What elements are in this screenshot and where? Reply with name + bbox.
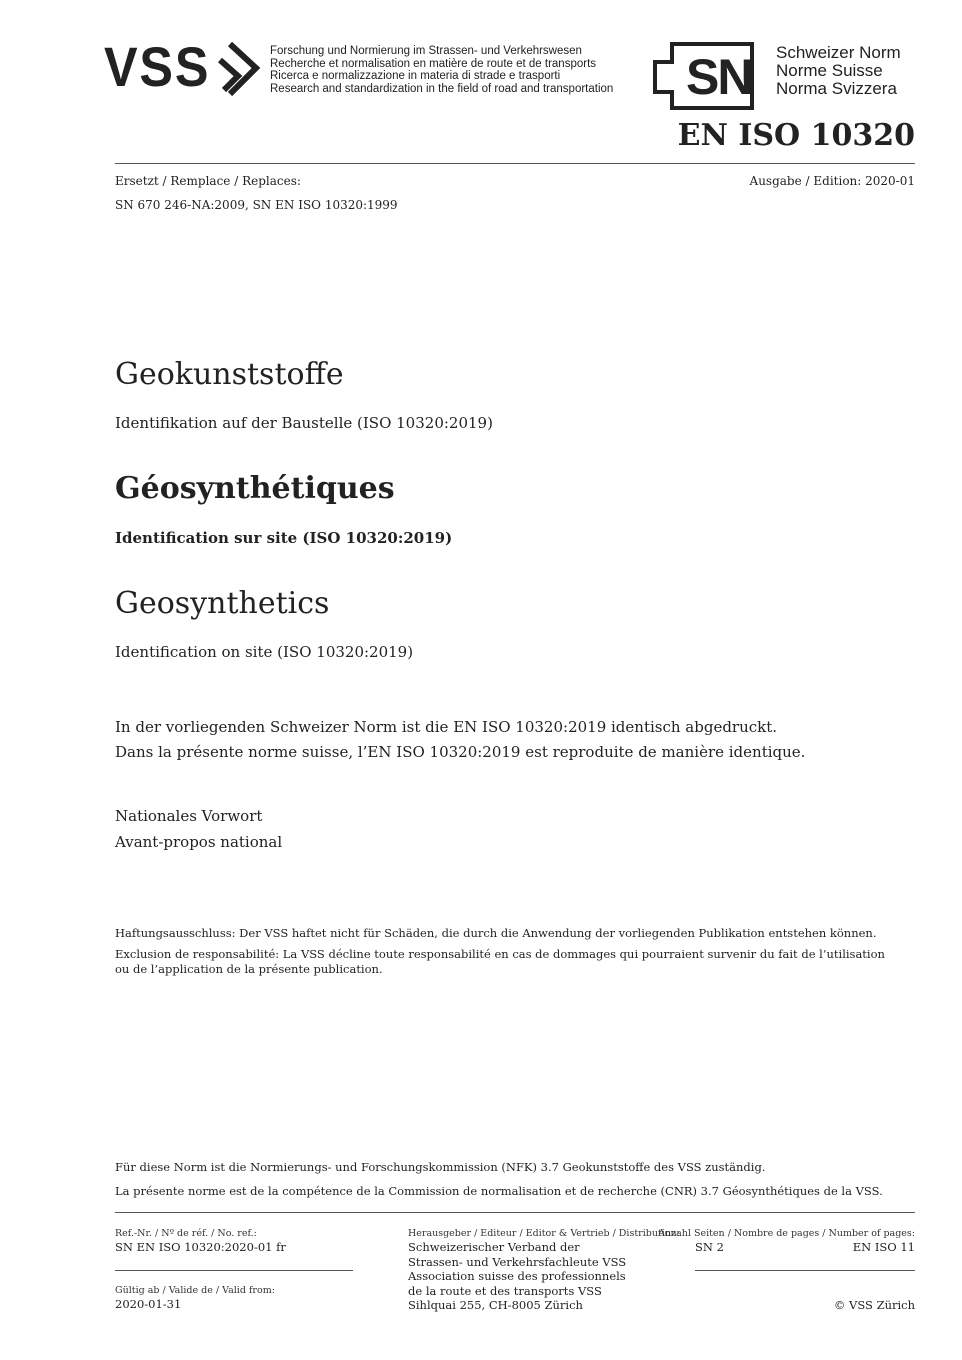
commission-de: Für diese Norm ist die Normierungs- und Forschungskommission (NFK) 3.7 Geokunststoffe des VSS zuständig. <box>115 1160 766 1174</box>
replaces-value: SN 670 246-NA:2009, SN EN ISO 10320:1999 <box>115 198 398 212</box>
publisher-line: Sihlquai 255, CH-8005 Zürich <box>408 1298 583 1312</box>
statement-de: In der vorliegenden Schweizer Norm ist die EN ISO 10320:2019 identisch abgedruckt. <box>115 718 778 736</box>
subtitle-en: Identification on site (ISO 10320:2019) <box>115 643 414 661</box>
pages-divider <box>695 1270 915 1271</box>
title-fr: Géosynthétiques <box>115 471 395 506</box>
sn-names <box>776 44 901 98</box>
publisher-line: de la route et des transports VSS <box>408 1283 602 1298</box>
valid-label: Gültig ab / Valide de / Valid from: <box>115 1285 275 1296</box>
pages-label: Anzahl Seiten / Nombre de pages / Number of pages: <box>658 1228 915 1239</box>
standard-number: EN ISO 10320 <box>677 118 915 153</box>
edition: Ausgabe / Edition: 2020-01 <box>749 174 915 188</box>
vss-line-it: Ricerca e normalizzazione in materia di strade e trasporti <box>270 70 561 82</box>
sn-logo <box>652 42 764 110</box>
commission-fr: La présente norme est de la compétence de la Commission de normalisation et de recherche (CNR) 3.7 Géosynthétiques de la VSS. <box>115 1184 883 1198</box>
publisher-address <box>408 1240 626 1313</box>
vss-logo-text: VSS <box>104 35 211 98</box>
disclaimer-fr-1: Exclusion de responsabilité: La VSS décline toute responsabilité en cas de dommages qui pourraient survenir du fait de l’utilisation <box>115 947 885 961</box>
vss-description <box>270 45 613 95</box>
publisher-line: Strassen- und Verkehrsfachleute VSS <box>408 1254 627 1269</box>
title-en: Geosynthetics <box>115 586 330 621</box>
title-de: Geokunststoffe <box>115 357 344 392</box>
subtitle-de: Identifikation auf der Baustelle (ISO 10320:2019) <box>115 414 493 432</box>
foreword-de: Nationales Vorwort <box>115 807 263 825</box>
pages-sn: SN 2 <box>695 1240 724 1254</box>
vss-chevron-icon <box>216 40 266 100</box>
sn-line-de: Schweizer Norm <box>776 43 901 62</box>
publisher-label: Herausgeber / Editeur / Editor & Vertrieb / Distribution: <box>408 1228 680 1239</box>
publisher-line: Association suisse des professionnels <box>408 1269 626 1283</box>
header-divider <box>115 163 915 164</box>
footer-divider <box>115 1212 915 1213</box>
statement-fr: Dans la présente norme suisse, l’EN ISO 10320:2019 est reproduite de manière identique. <box>115 743 806 761</box>
pages-en: EN ISO 11 <box>852 1240 915 1254</box>
replaces-label: Ersetzt / Remplace / Replaces: <box>115 174 301 188</box>
subtitle-fr: Identification sur site (ISO 10320:2019) <box>115 529 453 547</box>
publisher-line: Schweizerischer Verband der <box>408 1240 580 1254</box>
ref-divider <box>115 1270 353 1271</box>
disclaimer-fr-2: ou de l’application de la présente publication. <box>115 962 383 976</box>
copyright: © VSS Zürich <box>833 1298 915 1312</box>
sn-line-it: Norma Svizzera <box>776 79 897 98</box>
sn-logo-text: SN <box>686 49 752 105</box>
ref-value: SN EN ISO 10320:2020-01 fr <box>115 1240 286 1254</box>
disclaimer-de: Haftungsausschluss: Der VSS haftet nicht für Schäden, die durch die Anwendung der vorliegenden Publikation entstehen können. <box>115 926 877 940</box>
valid-value: 2020-01-31 <box>115 1297 182 1311</box>
ref-label: Ref.-Nr. / Nº de réf. / No. ref.: <box>115 1228 257 1239</box>
vss-line-fr: Recherche et normalisation en matière de route et de transports <box>270 57 597 70</box>
vss-line-en: Research and standardization in the field of road and transportation <box>270 82 614 95</box>
foreword-fr: Avant-propos national <box>115 833 283 851</box>
vss-logo <box>104 35 264 100</box>
sn-line-fr: Norme Suisse <box>776 61 883 80</box>
vss-line-de: Forschung und Normierung im Strassen- und Verkehrswesen <box>270 45 582 57</box>
